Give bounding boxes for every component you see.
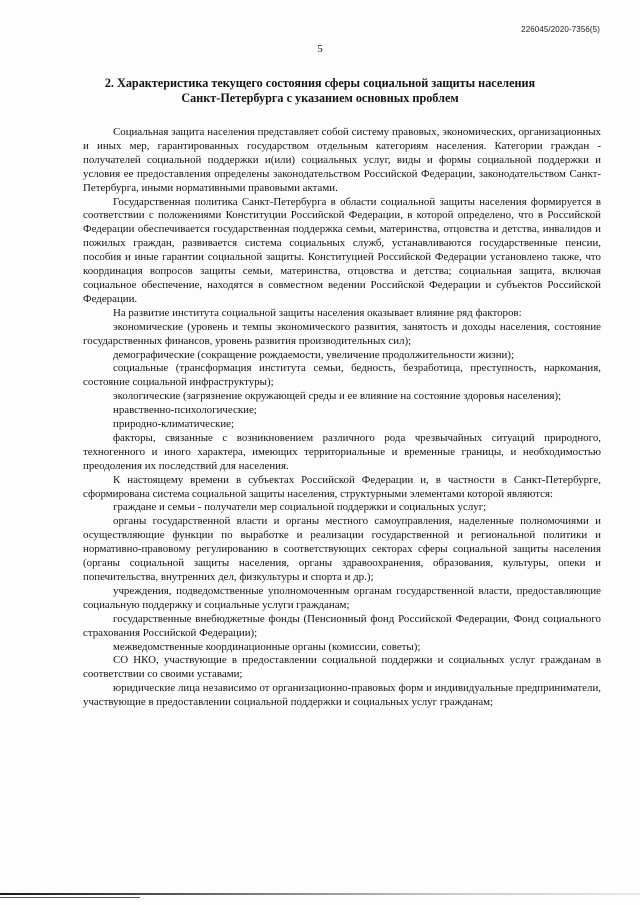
list-item-social: социальные (трансформация института семьи, бедность, безработица, преступность, наркомания, состояние социальной инфраструктуры); (83, 362, 601, 389)
list-item-demographic: демографические (сокращение рождаемости, увеличение продолжительности жизни); (113, 348, 514, 361)
list-item-citizens-families: граждане и семьи - получатели мер социальной поддержки и социальных услуг; (113, 501, 487, 514)
paragraph-system-elements-intro: К настоящему времени в субъектах Российской Федерации и, в частности в Санкт-Петербурге, сформирована система социальной защиты населения, структурными элементами которой являются: (83, 473, 601, 500)
section-heading: 2. Характеристика текущего состояния сферы социальной защиты населения Санкт-Петербурга с указанием основных проблем (104, 76, 536, 105)
page-number: 5 (317, 43, 323, 55)
list-item-coordination-bodies: межведомственные координационные органы (комиссии, советы); (113, 640, 421, 653)
paragraph-factors-intro: На развитие института социальной защиты населения оказывает влияние ряд факторов: (113, 306, 522, 319)
list-item-ecological: экологические (загрязнение окружающей среды и ее влияние на состояние здоровья населения); (113, 390, 562, 403)
list-item-legal-entities: юридические лица независимо от организационно-правовых форм и индивидуальные предприниматели, участвующие в предоставлении социальной поддержки и социальных услуг гражданам; (83, 682, 601, 709)
list-item-natural-climatic: природно-климатические; (113, 418, 235, 431)
list-item-nko: СО НКО, участвующие в предоставлении социальной поддержки и социальных услуг гражданам в соответствии со своими уставами; (83, 654, 601, 681)
list-item-extra-budgetary-funds: государственные внебюджетные фонды (Пенсионный фонд Российской Федерации, Фонд социального страхования Российской Федерации); (83, 612, 601, 639)
document-registration-number: 226045/2020-7356(5) (521, 25, 600, 34)
list-item-moral-psychological: нравственно-психологические; (113, 404, 257, 417)
scan-bottom-edge-line (0, 893, 640, 895)
list-item-emergency-factors: факторы, связанные с возникновением различного рода чрезвычайных ситуаций природного, техногенного и иного характера, имеющих территориальные и временные границы, и необходимостью преодоления их последствий для населения. (83, 431, 601, 472)
list-item-government-bodies: органы государственной власти и органы местного самоуправления, наделенные полномочиями и осуществляющие функции по выработке и реализации государственной и региональной политики и нормативно-правовому регулированию в соответствующих секторах сферы социальной защиты населения (органы социальной защиты населения, органы здравоохранения, образования, культуры, опеки и попечительства, внутренних дел, физкультуры и спорта и др.); (83, 515, 601, 583)
scan-bottom-edge-line-thin (0, 897, 140, 898)
paragraph-state-policy: Государственная политика Санкт-Петербурга в области социальной защиты населения формируется в соответствии с положениями Конституции Российской Федерации, в которой определено, что в Российской Федерации обеспечивается государственная поддержка семьи, материнства, отцовства и детства, инвалидов и пожилых граждан, развивается система социальных служб, устанавливаются государственные пенсии, пособия и иные гарантии социальной защиты. Конституцией Российской Федерации установлено также, что координация вопросов защиты семьи, материнства, отцовства и детства; социальная защита, включая социальное обеспечение, находятся в совместном ведении Российской Федерации и субъектов Российской Федерации. (83, 195, 601, 305)
section-body (83, 126, 601, 710)
list-item-economic: экономические (уровень и темпы экономического развития, занятость и доходы населения, состояние государственных финансов, уровень развития производительных сил); (83, 320, 601, 347)
paragraph-intro: Социальная защита населения представляет собой систему правовых, экономических, организационных и иных мер, гарантированных государством отдельным категориям населения. Категории граждан - получателей социальной поддержки и(или) социальных услуг, виды и формы социальной поддержки и условия ее предоставления определены законодательством Российской Федерации, законодательством Санкт-Петербурга, иными нормативными правовыми актами. (83, 126, 601, 194)
list-item-institutions: учреждения, подведомственные уполномоченным органам государственной власти, предоставляющие социальную поддержку и социальные услуги гражданам; (83, 584, 601, 611)
